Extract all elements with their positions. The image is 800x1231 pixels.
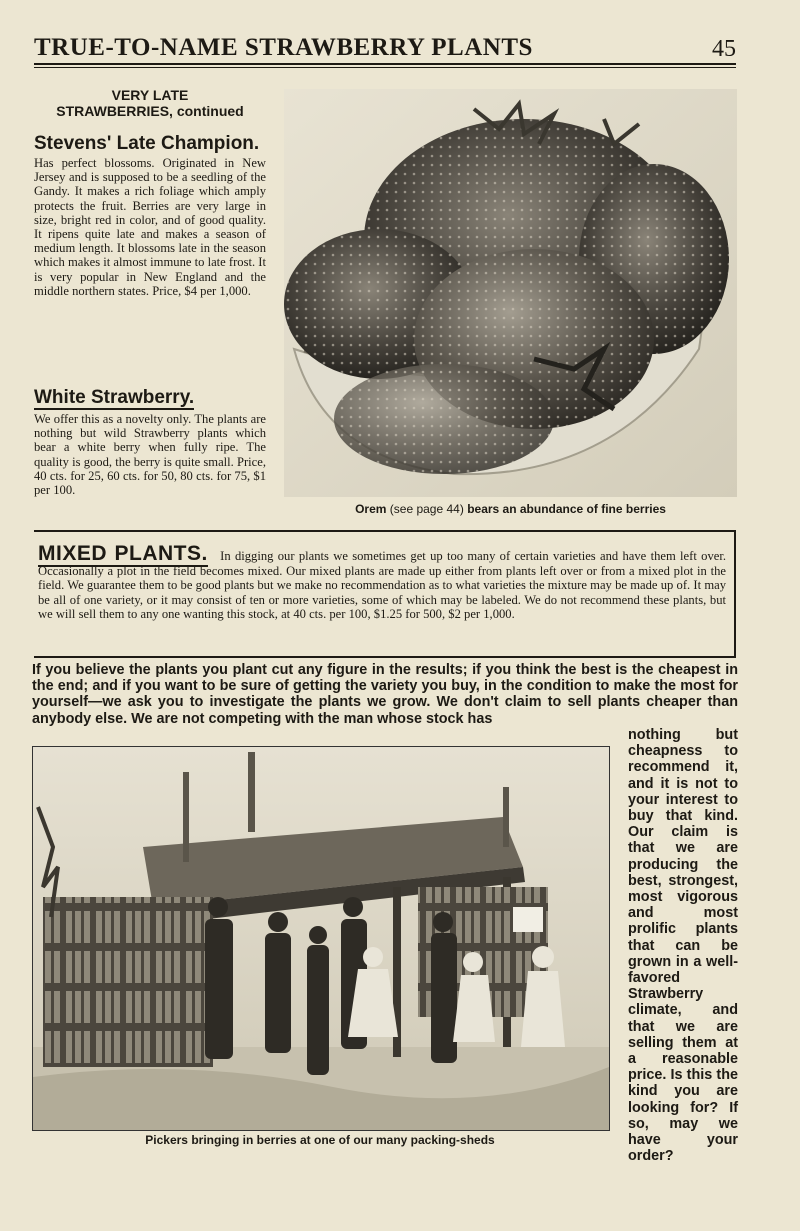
header-rule [34, 63, 736, 65]
mixed-plants-description [38, 543, 726, 622]
strawberries-bowl-illustration [284, 89, 737, 497]
mixed-plants-title: MIXED PLANTS. [38, 542, 208, 565]
section-heading [34, 87, 266, 119]
photo2-caption: Pickers bringing in berries at one of our many packing-sheds [145, 1133, 495, 1147]
section-heading-line2: STRAWBERRIES, continued [56, 103, 244, 119]
photo1-caption-ref: (see page 44) [389, 502, 464, 516]
stevens-description [34, 133, 266, 298]
closing-paragraph-column: nothing but cheapness to recommend it, and it is not to your interest to buy that kind. Our claim is that we are producing the best, strongest, most vigorous and most prolific plants that can be grown in a well-favored Strawberry climate, and that we are selling them at a reasonable price. Is this the kind you are looking for? If so, may we have your order? [628, 727, 738, 1165]
photo1-caption-name: Orem [355, 502, 387, 516]
white-strawberry-title: White Strawberry. [34, 387, 195, 408]
white-strawberry-body: We offer this as a novelty only. The plants are nothing but wild Strawberry plants which bear a white berry when fully ripe. The quality is good, the berry is quite small. Price, 40 cts. for 25, 60 cts. for 50, 80 cts. for 75, $1 per 100. [34, 412, 266, 498]
header-rule-thin [34, 67, 736, 68]
photo1-caption-rest: bears an abundance of fine berries [467, 502, 666, 516]
white-strawberry-description [34, 387, 266, 497]
packing-shed-illustration [33, 747, 609, 1130]
stevens-title: Stevens' Late Champion. [34, 133, 260, 154]
section-heading-line1: VERY LATE [111, 87, 189, 103]
page-number: 45 [712, 36, 736, 62]
photo1-caption [284, 502, 737, 516]
packing-shed-photo [32, 746, 610, 1131]
strawberries-bowl-photo [284, 89, 737, 497]
page-header-title: TRUE-TO-NAME STRAWBERRY PLANTS [34, 34, 533, 61]
mixed-plants-body: In digging our plants we sometimes get up too many of certain varieties and have them left over. Occasionally a plot in the field becomes mixed. Our mixed plants are made up either from plants left over or from a mixed plot in the field. We guarantee them to be good plants but we make no recommendation as to what varieties the mixture may be made up of. It may be all of one variety, or it may consist of ten or more varieties, some of which may be labeled. We do not recommend these plants, but we will sell them to any one wanting this stock, at 40 cts. per 100, $1.25 for 500, $2 per 1,000. [38, 549, 726, 622]
stevens-price: Price, $4 per 1,000. [152, 283, 251, 298]
closing-paragraph: If you believe the plants you plant cut any figure in the results; if you think the best is the cheapest in the end; and if you want to be sure of getting the variety you buy, in the condition to make the most for yourself—we ask you to investigate the plants we grow. We don't claim to sell plants cheaper than anybody else. We are not competing with the man whose stock has [32, 662, 738, 727]
stevens-body: Has perfect blossoms. Originated in New Jersey and is supposed to be a seedling of the Gandy. It makes a rich foliage which amply protects the fruit. Berries are very large in size, bright red in color, and of good quality. It ripens quite late and makes a season of medium length. It blossoms late in the season which makes it almost immune to late frost. It is very popular in New England and the middle northern states. [34, 156, 266, 298]
